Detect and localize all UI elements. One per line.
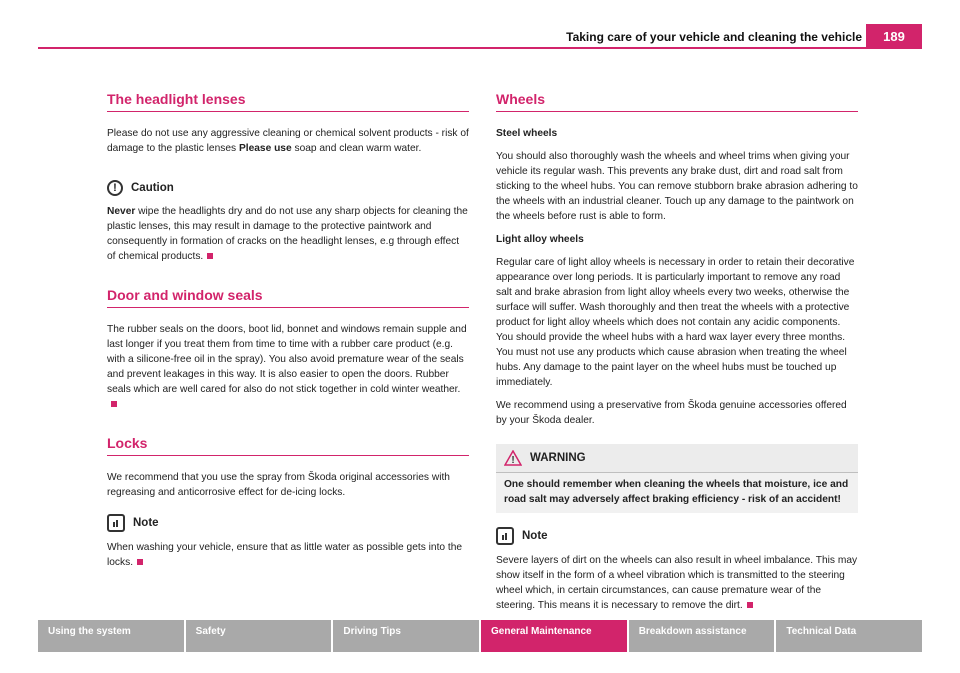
footer-tab-breakdown-assistance[interactable]: Breakdown assistance: [629, 620, 775, 652]
note-label: Note: [522, 529, 548, 542]
caution-label: Caution: [131, 181, 174, 194]
headlights-text-end: soap and clean warm water.: [291, 143, 422, 154]
warning-triangle-icon: [504, 450, 522, 466]
caution-icon: !: [107, 180, 123, 196]
end-mark-icon: [111, 401, 117, 407]
alloy-wheels-text: Regular care of light alloy wheels is necessary in order to retain their decorative appearance over long periods. It is particularly important to remove any road salt and brake abrasion from light alloy wheels every two weeks, otherwise the surface will suffer. Wash thoroughly and then treat the wheels with a protective product for light alloy wheels which does not contain any acidic components. You should provide the wheel hubs with a hard wax layer every three months. You must not use any products which cause abrasion when treating the wheel hubs. Any damage to the paint layer on the wheel hubs must be touched up immediately.: [496, 257, 855, 388]
headlights-text: Please do not use any aggressive cleaning or chemical solvent products - risk of damage to the plastic lenses: [107, 128, 469, 154]
svg-text:!: !: [511, 455, 515, 466]
warning-text: One should remember when cleaning the wheels that moisture, ice and road salt may adversely affect braking efficiency - risk of an accident!: [496, 473, 858, 513]
warning-label: WARNING: [530, 451, 586, 464]
warning-box: [496, 444, 858, 513]
footer-tab-using-the-system[interactable]: Using the system: [38, 620, 184, 652]
section-heading-headlights: The headlight lenses: [107, 92, 469, 112]
locks-note-text: When washing your vehicle, ensure that as little water as possible gets into the locks.: [107, 542, 463, 568]
section-heading-locks: Locks: [107, 436, 469, 456]
caution-text: wipe the headlights dry and do not use any sharp objects for cleaning the plastic lenses, this may result in damage to the protective paintwork and consequently in formation of cracks on the headlight lenses, e.g through effect of chemical products.: [107, 206, 468, 262]
wheels-note-text: Severe layers of dirt on the wheels can also result in wheel imbalance. This may show itself in the form of a wheel vibration which is transmitted to the steering wheel which, in certain circumstances, can cause premature wear of the steering. This means it is necessary to remove the dirt.: [496, 555, 858, 611]
locks-note-paragraph: [107, 540, 469, 570]
footer-tab-driving-tips[interactable]: Driving Tips: [333, 620, 479, 652]
headlights-bold: Please use: [238, 143, 292, 154]
footer-tab-technical-data[interactable]: Technical Data: [776, 620, 922, 652]
headlights-paragraph: [107, 126, 469, 156]
locks-paragraph: We recommend that you use the spray from Škoda original accessories with regreasing and anticorrosive effect for de-icing locks.: [107, 472, 450, 498]
footer-tab-general-maintenance[interactable]: General Maintenance: [481, 620, 627, 652]
note-icon: [107, 514, 125, 532]
end-mark-icon: [207, 253, 213, 259]
header-title: Taking care of your vehicle and cleaning the vehicle: [566, 30, 862, 44]
recommend-text: We recommend using a preservative from Škoda genuine accessories offered by your Škoda dealer.: [496, 400, 847, 426]
left-column: [107, 92, 469, 570]
steel-wheels-title: Steel wheels: [496, 128, 558, 139]
note-label: Note: [133, 516, 159, 529]
footer-tab-safety[interactable]: Safety: [186, 620, 332, 652]
alloy-wheels-title: Light alloy wheels: [496, 234, 584, 245]
section-heading-seals: Door and window seals: [107, 288, 469, 308]
note-title: [107, 514, 469, 532]
caution-title: [107, 180, 469, 196]
seals-paragraph: [107, 322, 469, 412]
note-icon: [496, 527, 514, 545]
header-rule: [38, 47, 922, 49]
right-column: [496, 92, 858, 613]
end-mark-icon: [137, 559, 143, 565]
page-number: 189: [866, 24, 922, 48]
wheels-note-paragraph: [496, 553, 858, 613]
steel-wheels-text: You should also thoroughly wash the wheels and wheel trims when giving your vehicle its regular wash. This prevents any brake dust, dirt and road salt from sticking to the wheel hubs. You can remove stubborn brake abrasion adhering to the wheels with an industrial cleaner. Touch up any damage to the paintwork on the wheels before rust is able to form.: [496, 151, 858, 222]
note-title: [496, 527, 858, 545]
caution-paragraph: [107, 204, 469, 264]
warning-title: [496, 444, 858, 473]
section-heading-wheels: Wheels: [496, 92, 858, 112]
footer-nav: [38, 620, 922, 652]
caution-bold: Never: [107, 206, 136, 217]
seals-text: The rubber seals on the doors, boot lid, bonnet and windows remain supple and last longer if you treat them from time to time with a rubber care product (e.g. with a silicone-free oil in the spray). You also avoid premature wear of the seals and prevent leakages in this way. It is also easier to open the doors. Rubber seals which are well cared for also do not stick together in cold winter weather.: [107, 324, 467, 395]
end-mark-icon: [747, 602, 753, 608]
